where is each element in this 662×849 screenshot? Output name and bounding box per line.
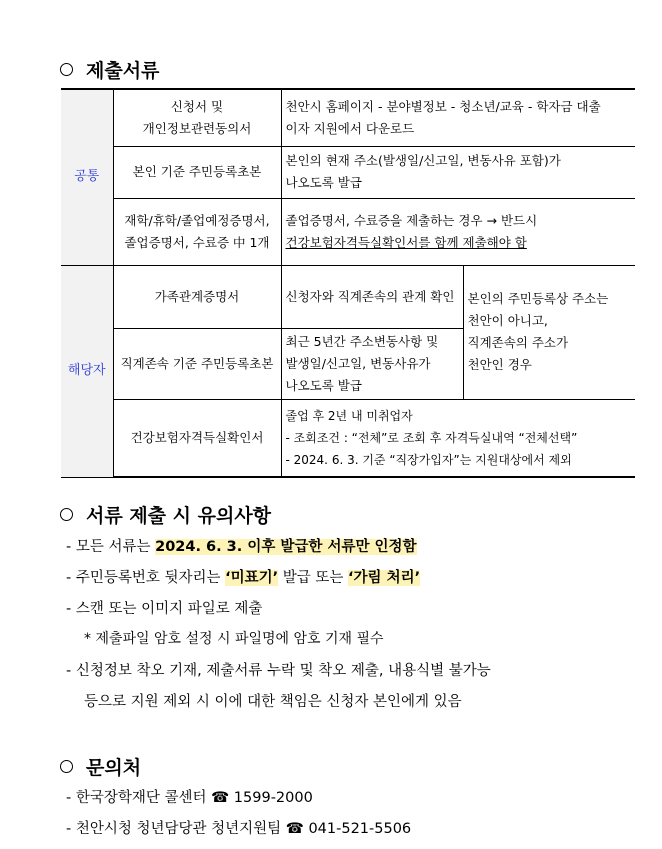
doc-description: 최근 5년간 주소변동사항 및 발생일/신고일, 변동사유가 나오도록 발급 xyxy=(281,328,463,399)
emphasis-text: 건강보험자격득실확인서를 함께 제출해야 함 xyxy=(285,234,527,250)
doc-description: 본인의 현재 주소(발생일/신고일, 변동사유 포함)가 나오도록 발급 xyxy=(281,146,635,198)
category-common: 공통 xyxy=(61,89,113,265)
doc-name: 직계존속 기준 주민등록초본 xyxy=(113,328,281,399)
circle-bullet-icon xyxy=(60,508,73,521)
doc-name: 본인 기준 주민등록초본 xyxy=(113,146,281,198)
doc-description: 천안시 홈페이지 - 분야별정보 - 청소년/교육 - 학자금 대출 이자 지원에서 다운로드 xyxy=(281,89,635,146)
table-row xyxy=(61,265,635,328)
doc-name: 건강보험자격득실확인서 xyxy=(113,399,281,477)
doc-description: 졸업증명서, 수료증을 제출하는 경우 → 반드시 건강보험자격득실확인서를 함께 제출해야 함 xyxy=(281,198,635,265)
doc-description: 신청자와 직계존속의 관계 확인 xyxy=(281,265,463,328)
circle-bullet-icon xyxy=(60,63,73,76)
section-title-contact: 문의처 xyxy=(60,753,141,780)
table-row xyxy=(61,89,635,146)
table-row xyxy=(61,198,635,265)
table-row xyxy=(61,146,635,198)
highlight-text: ‘가림 처리’ xyxy=(348,570,421,586)
condition-note: 본인의 주민등록상 주소는 천안이 아니고, 직계존속의 주소가 천안인 경우 xyxy=(463,265,635,399)
note-item: - 모든 서류는 2024. 6. 3. 이후 발급한 서류만 인정함 xyxy=(66,539,417,555)
doc-name: 신청서 및 개인정보관련동의서 xyxy=(113,89,281,146)
doc-description: 졸업 후 2년 내 미취업자 - 조회조건 : “전체”로 조회 후 자격득실내역 “전체선택” - 2024. 6. 3. 기준 “직장가입자”는 지원대상에서 제외 xyxy=(281,399,635,477)
contact-item: - 한국장학재단 콜센터 ☎ 1599-2000 xyxy=(66,790,313,806)
note-item: - 주민등록번호 뒷자리는 ‘미표기’ 발급 또는 ‘가림 처리’ xyxy=(66,570,421,586)
note-subitem: * 제출파일 암호 설정 시 파일명에 암호 기재 필수 xyxy=(84,631,384,647)
documents-table xyxy=(61,88,635,478)
note-item: - 신청정보 착오 기재, 제출서류 누락 및 착오 제출, 내용식별 불가능 xyxy=(66,663,491,679)
doc-name: 재학/휴학/졸업예정증명서, 졸업증명서, 수료증 中 1개 xyxy=(113,198,281,265)
doc-name: 가족관계증명서 xyxy=(113,265,281,328)
contact-item: - 천안시청 청년담당관 청년지원팀 ☎ 041-521-5506 xyxy=(66,821,412,837)
circle-bullet-icon xyxy=(60,760,73,773)
category-applicable: 해당자 xyxy=(61,265,113,477)
section-title-notes: 서류 제출 시 유의사항 xyxy=(60,501,271,528)
highlight-text: ‘미표기’ xyxy=(225,570,279,586)
table-row xyxy=(61,399,635,477)
note-item: - 스캔 또는 이미지 파일로 제출 xyxy=(66,601,263,617)
phone-icon: ☎ xyxy=(285,821,304,837)
section-title-submission: 제출서류 xyxy=(60,56,159,83)
highlight-text: 2024. 6. 3. 이후 발급한 서류만 인정함 xyxy=(155,539,417,555)
note-item-continued: 등으로 지원 제외 시 이에 대한 책임은 신청자 본인에게 있음 xyxy=(84,694,462,710)
phone-icon: ☎ xyxy=(211,790,230,806)
